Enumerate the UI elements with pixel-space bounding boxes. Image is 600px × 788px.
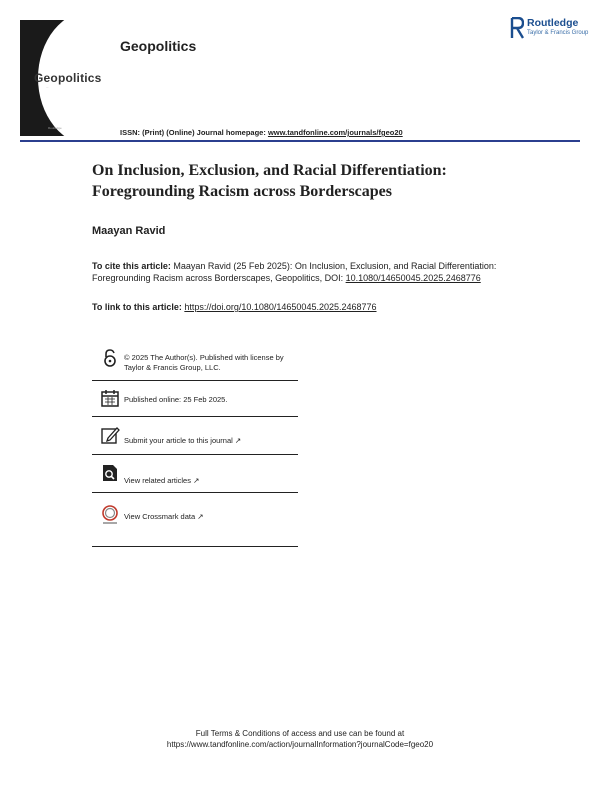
publisher-tagline: Taylor & Francis Group xyxy=(527,30,589,36)
document-search-icon xyxy=(100,463,120,483)
external-link-icon: ↗ xyxy=(193,476,200,485)
info-item-related[interactable] xyxy=(92,454,298,493)
footer-terms-link[interactable]: https://www.tandfonline.com/action/journalInformation?journalCode=fgeo20 xyxy=(166,740,434,749)
info-item-crossmark[interactable] xyxy=(92,492,298,547)
article-link-line xyxy=(92,302,377,312)
footer xyxy=(100,728,500,750)
crossmark-label: View Crossmark data xyxy=(124,512,196,521)
info-item-license xyxy=(92,340,298,381)
journal-cover-thumbnail xyxy=(20,20,108,136)
external-link-icon: ↗ xyxy=(197,512,204,521)
calendar-icon xyxy=(100,388,120,408)
info-item-published xyxy=(92,380,298,417)
doi-link[interactable]: 10.1080/14650045.2025.2468776 xyxy=(345,273,481,283)
link-label: To link to this article: xyxy=(92,302,185,312)
open-access-icon xyxy=(100,348,120,368)
crossmark-link[interactable] xyxy=(124,512,204,522)
cover-subtitle: ... xyxy=(46,85,49,89)
published-text: Published online: 25 Feb 2025. xyxy=(124,395,228,404)
crossmark-icon xyxy=(100,504,120,524)
cite-text: Maayan Ravid (25 Feb 2025): On Inclusion, Exclusion, and Racial Differentiation: Foregrounding Racism across Borderscapes, Geopolitics, DOI: xyxy=(92,261,497,283)
related-articles-link[interactable] xyxy=(124,476,199,486)
citation-block xyxy=(92,260,512,284)
journal-name: Geopolitics xyxy=(120,38,197,54)
submit-article-label: Submit your article to this journal xyxy=(124,436,233,445)
cite-label: To cite this article: xyxy=(92,261,171,271)
publisher-name: Routledge xyxy=(527,17,579,29)
cover-publisher-logo: Routledge xyxy=(48,126,62,130)
header-rule xyxy=(20,140,580,142)
cover-title: Geopolitics xyxy=(34,71,102,85)
related-articles-label: View related articles xyxy=(124,476,191,485)
article-author: Maayan Ravid xyxy=(92,225,166,237)
routledge-logo-icon xyxy=(510,17,524,39)
issn-label: ISSN: (Print) (Online) Journal homepage: xyxy=(120,128,268,137)
edit-icon xyxy=(100,425,120,445)
article-title: On Inclusion, Exclusion, and Racial Differentiation: Foregrounding Racism across Borderscapes xyxy=(92,162,447,200)
issn-line xyxy=(120,128,403,137)
submit-article-link[interactable] xyxy=(124,436,241,446)
article-doi-url[interactable]: https://doi.org/10.1080/14650045.2025.2468776 xyxy=(184,302,377,312)
license-text: © 2025 The Author(s). Published with license by Taylor & Francis Group, LLC. xyxy=(124,353,284,372)
footer-line-1: Full Terms & Conditions of access and use can be found at xyxy=(195,729,405,738)
journal-homepage-link[interactable]: www.tandfonline.com/journals/fgeo20 xyxy=(267,128,403,137)
info-item-submit[interactable] xyxy=(92,416,298,455)
external-link-icon: ↗ xyxy=(234,436,242,445)
